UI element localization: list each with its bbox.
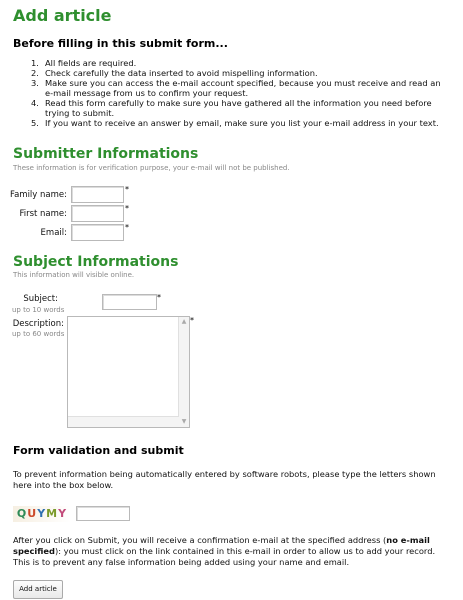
list-item: 4. Read this form carefully to make sure you have gathered all the information you need before trying to submit. <box>31 98 432 118</box>
after-submit-text: After you click on Submit, you will receive a confirmation e-mail at the specified address (no e-mail specified): you must click on the link contained in this e-mail in order to allow us to add your record. This is to prevent any false information being added using your name and email. <box>13 535 436 567</box>
vertical-scrollbar[interactable] <box>178 317 189 427</box>
email-input[interactable] <box>71 224 124 241</box>
submitter-note: These information is for verification purpose, your e-mail will not be published. <box>13 164 290 172</box>
family-name-input[interactable] <box>71 186 124 203</box>
horizontal-scrollbar[interactable] <box>68 416 179 427</box>
family-name-label: Family name: <box>9 190 67 200</box>
page-title: Add article <box>13 6 112 25</box>
required-mark: * <box>125 204 129 213</box>
subject-hint: up to 10 words <box>12 306 65 314</box>
list-item: 3. Make sure you can access the e-mail account specified, because you must receive and read an e-mail message from us to confirm your request. <box>31 78 441 98</box>
list-item: 1. All fields are required. <box>31 58 137 68</box>
subject-label: Subject: <box>23 294 58 304</box>
captcha-image: QUYMY <box>13 506 71 522</box>
subject-input[interactable] <box>102 294 157 310</box>
add-article-button[interactable]: Add article <box>13 580 63 599</box>
description-hint: up to 60 words <box>12 330 65 338</box>
scroll-down-icon[interactable]: ▼ <box>181 418 187 425</box>
required-mark: * <box>157 293 161 302</box>
subject-note: This information will visible online. <box>13 271 135 279</box>
description-textarea[interactable] <box>67 316 190 428</box>
list-item: 5. If you want to receive an answer by email, make sure you list your e-mail address in your text. <box>31 118 439 128</box>
email-label: Email: <box>40 228 67 238</box>
required-mark: * <box>190 316 194 325</box>
subject-title: Subject Informations <box>13 254 179 270</box>
captcha-input[interactable] <box>76 506 130 521</box>
intro-heading: Before filling in this submit form... <box>13 37 228 50</box>
first-name-label: First name: <box>19 209 67 219</box>
no-email-specified: no e-mail specified <box>13 535 430 556</box>
first-name-input[interactable] <box>71 205 124 222</box>
list-item: 2. Check carefully the data inserted to avoid mispelling information. <box>31 68 318 78</box>
validation-heading: Form validation and submit <box>13 444 184 457</box>
scroll-up-icon[interactable]: ▲ <box>181 318 187 325</box>
description-label: Description: <box>12 319 64 329</box>
required-mark: * <box>125 223 129 232</box>
required-mark: * <box>125 185 129 194</box>
validation-text: To prevent information being automatically entered by software robots, please type the letters shown here into the box below. <box>13 469 436 490</box>
requirements-list <box>31 58 451 128</box>
submitter-title: Submitter Informations <box>13 146 199 162</box>
